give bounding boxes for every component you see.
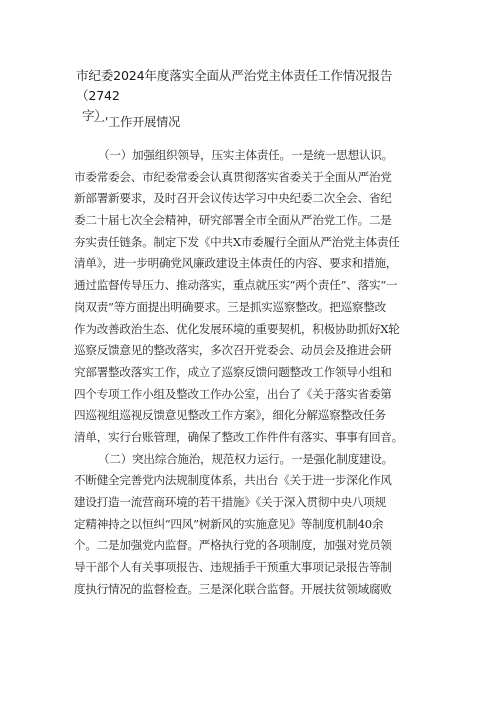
paragraph-1-line: 究部署整改落实工作，成立了巡察反馈问题整改工作领导小组和 <box>74 364 392 379</box>
paragraph-1-line: 清单》，进一步明确党风廉政建设主体责任的内容、要求和措施， <box>74 256 398 271</box>
document-title-line-1: 市纪委2024年度落实全面从严治党主体责任工作情况报告（2742 <box>76 68 393 103</box>
paragraph-1-line: 通过监督传导压力、推动落实，重点就压实“两个责任”、落实“一 <box>74 278 398 293</box>
section-heading: 一'工作开展情况 <box>93 115 181 129</box>
paragraph-2-line: 不断健全完善党内法规制度体系，共出台《关于进一步深化作风 <box>74 473 392 488</box>
paragraph-1-line: 作为改善政治生态、优化发展环境的重要契机，积极协助抓好X轮 <box>74 321 400 336</box>
paragraph-1-line: 清单，实行台账管理，确保了整改工作件件有落实、事事有回音。 <box>74 429 403 444</box>
body-text <box>74 145 430 600</box>
paragraph-1-line: 四巡视组巡视反馈意见整改工作方案》，细化分解巡察整改任务 <box>74 408 386 423</box>
paragraph-1-line: 新部署新要求，及时召开会议传达学习中央纪委二次全会、省纪 <box>74 191 392 206</box>
paragraph-1-line: 夯实责任链条。制定下发《中共X市委履行全面从严治党主体责任 <box>74 234 400 249</box>
paragraph-1-line: 委二十届七次全会精神，研究部署全市全面从严治党工作。二是 <box>74 213 392 228</box>
paragraph-2-line: 定精神持之以恒纠“四风”树新风的实施意见》等制度机制40余 <box>74 516 384 531</box>
paragraph-1-line: 岗双责”等方面提出明确要求。三是抓实巡察整改。把巡察整改 <box>74 299 386 314</box>
paragraph-1-line: 巡察反馈意见的整改落实，多次召开党委会、动员会及推进会研 <box>74 343 392 358</box>
paragraph-2-line: 度执行情况的监督检查。三是深化联合监督。开展扶贫领域腐败 <box>74 581 392 596</box>
paragraph-2-line: 建设打造一流营商环境的若干措施》《关于深入贯彻中央八项规 <box>74 495 386 509</box>
document-title-line-2: 字） <box>82 108 107 123</box>
paragraph-1-line: 市委常委会、市纪委常委会认真贯彻落实省委关于全面从严治党 <box>74 169 392 184</box>
paragraph-1-line: 四个专项工作小组及整改工作办公室，出台了《关于落实省委第 <box>74 386 392 401</box>
paragraph-2-line: （二）突出综合施治，规范权力运行。一是强化制度建设。 <box>98 451 393 466</box>
paragraph-1-line: （一）加强组织领导，压实主体责任。一是统一思想认识。 <box>98 148 393 162</box>
paragraph-2-line: 个。二是加强党内监督。严格执行党的各项制度，加强对党员领 <box>74 538 392 553</box>
paragraph-2-line: 导干部个人有关事项报告、违规插手干预重大事项记录报告等制 <box>74 560 392 575</box>
